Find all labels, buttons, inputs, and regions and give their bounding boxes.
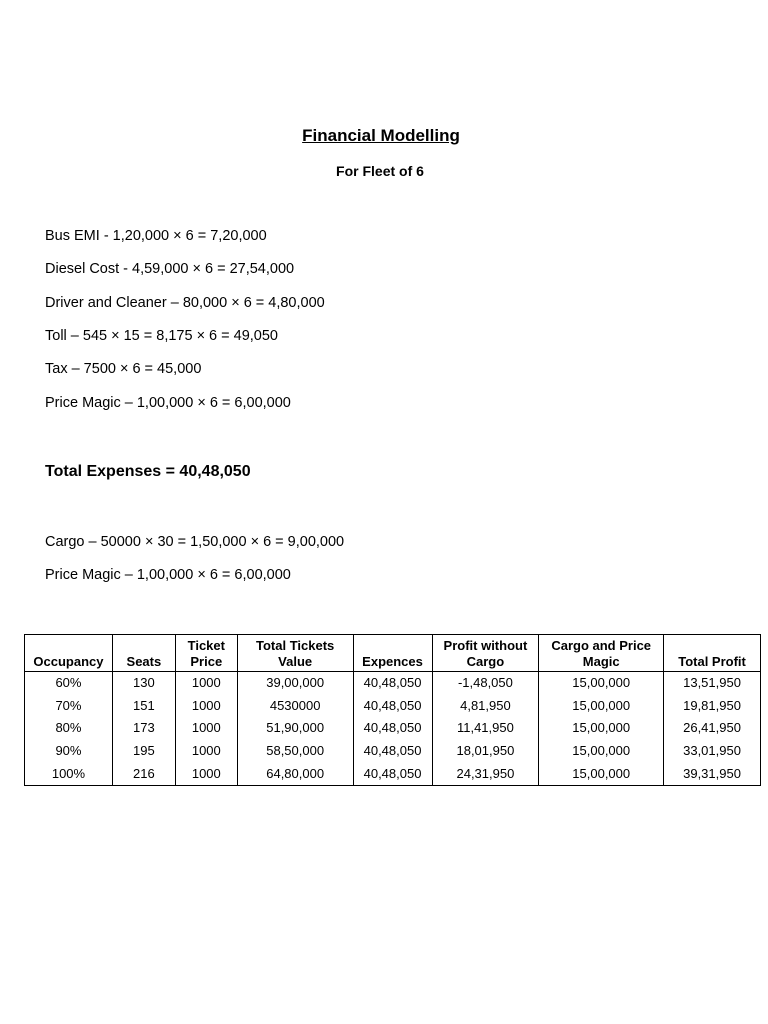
cell-cargo-and-price-magic: 15,00,000 [539,717,664,740]
header-total-profit: Total Profit [664,635,761,672]
cell-total-profit: 39,31,950 [664,762,761,785]
cell-profit-without-cargo: 11,41,950 [432,717,539,740]
total-expenses: Total Expenses = 40,48,050 [45,463,251,480]
expense-line-toll: Toll – 545 × 15 = 8,175 × 6 = 49,050 [45,328,278,344]
cell-seats: 130 [112,672,175,695]
cell-cargo-and-price-magic: 15,00,000 [539,762,664,785]
table-row [25,695,761,718]
cell-total-tickets-value: 58,50,000 [237,740,353,763]
cell-occupancy: 60% [25,672,113,695]
expense-line-tax: Tax – 7500 × 6 = 45,000 [45,361,202,377]
cell-occupancy: 100% [25,762,113,785]
cell-occupancy: 80% [25,717,113,740]
cell-expences: 40,48,050 [353,762,432,785]
cell-ticket-price: 1000 [175,672,237,695]
cell-profit-without-cargo: 18,01,950 [432,740,539,763]
cell-ticket-price: 1000 [175,717,237,740]
expense-line-driver-cleaner: Driver and Cleaner – 80,000 × 6 = 4,80,000 [45,295,325,311]
cell-occupancy: 70% [25,695,113,718]
financial-table [24,634,761,786]
expense-line-bus-emi: Bus EMI - 1,20,000 × 6 = 7,20,000 [45,228,267,244]
table-header-row [25,635,761,672]
expense-line-diesel-cost: Diesel Cost - 4,59,000 × 6 = 27,54,000 [45,261,295,277]
cell-seats: 216 [112,762,175,785]
cell-cargo-and-price-magic: 15,00,000 [539,672,664,695]
cell-ticket-price: 1000 [175,762,237,785]
cell-cargo-and-price-magic: 15,00,000 [539,695,664,718]
header-expences: Expences [353,635,432,672]
page-title: Financial Modelling [302,126,460,145]
cell-seats: 195 [112,740,175,763]
header-occupancy: Occupancy [25,635,113,672]
income-line-price-magic: Price Magic – 1,00,000 × 6 = 6,00,000 [45,567,291,583]
cell-total-profit: 19,81,950 [664,695,761,718]
cell-total-tickets-value: 4530000 [237,695,353,718]
header-ticket-price: Ticket Price [175,635,237,672]
table-row [25,717,761,740]
cell-total-profit: 26,41,950 [664,717,761,740]
table-row [25,762,761,785]
cell-expences: 40,48,050 [353,695,432,718]
cell-seats: 151 [112,695,175,718]
table-row [25,740,761,763]
table-body [25,672,761,786]
cell-total-tickets-value: 51,90,000 [237,717,353,740]
table-row [25,672,761,695]
cell-expences: 40,48,050 [353,717,432,740]
page-subtitle: For Fleet of 6 [336,163,424,179]
cell-expences: 40,48,050 [353,672,432,695]
header-seats: Seats [112,635,175,672]
cell-seats: 173 [112,717,175,740]
cell-total-tickets-value: 39,00,000 [237,672,353,695]
header-total-tickets-value: Total Tickets Value [237,635,353,672]
cell-total-profit: 33,01,950 [664,740,761,763]
cell-ticket-price: 1000 [175,695,237,718]
cell-profit-without-cargo: 4,81,950 [432,695,539,718]
header-profit-without-cargo: Profit without Cargo [432,635,539,672]
cell-profit-without-cargo: 24,31,950 [432,762,539,785]
income-line-cargo: Cargo – 50000 × 30 = 1,50,000 × 6 = 9,00,000 [45,534,345,550]
cell-total-profit: 13,51,950 [664,672,761,695]
cell-ticket-price: 1000 [175,740,237,763]
cell-total-tickets-value: 64,80,000 [237,762,353,785]
cell-occupancy: 90% [25,740,113,763]
cell-expences: 40,48,050 [353,740,432,763]
header-cargo-and-price-magic: Cargo and Price Magic [539,635,664,672]
cell-profit-without-cargo: -1,48,050 [432,672,539,695]
expense-line-price-magic: Price Magic – 1,00,000 × 6 = 6,00,000 [45,395,291,411]
cell-cargo-and-price-magic: 15,00,000 [539,740,664,763]
